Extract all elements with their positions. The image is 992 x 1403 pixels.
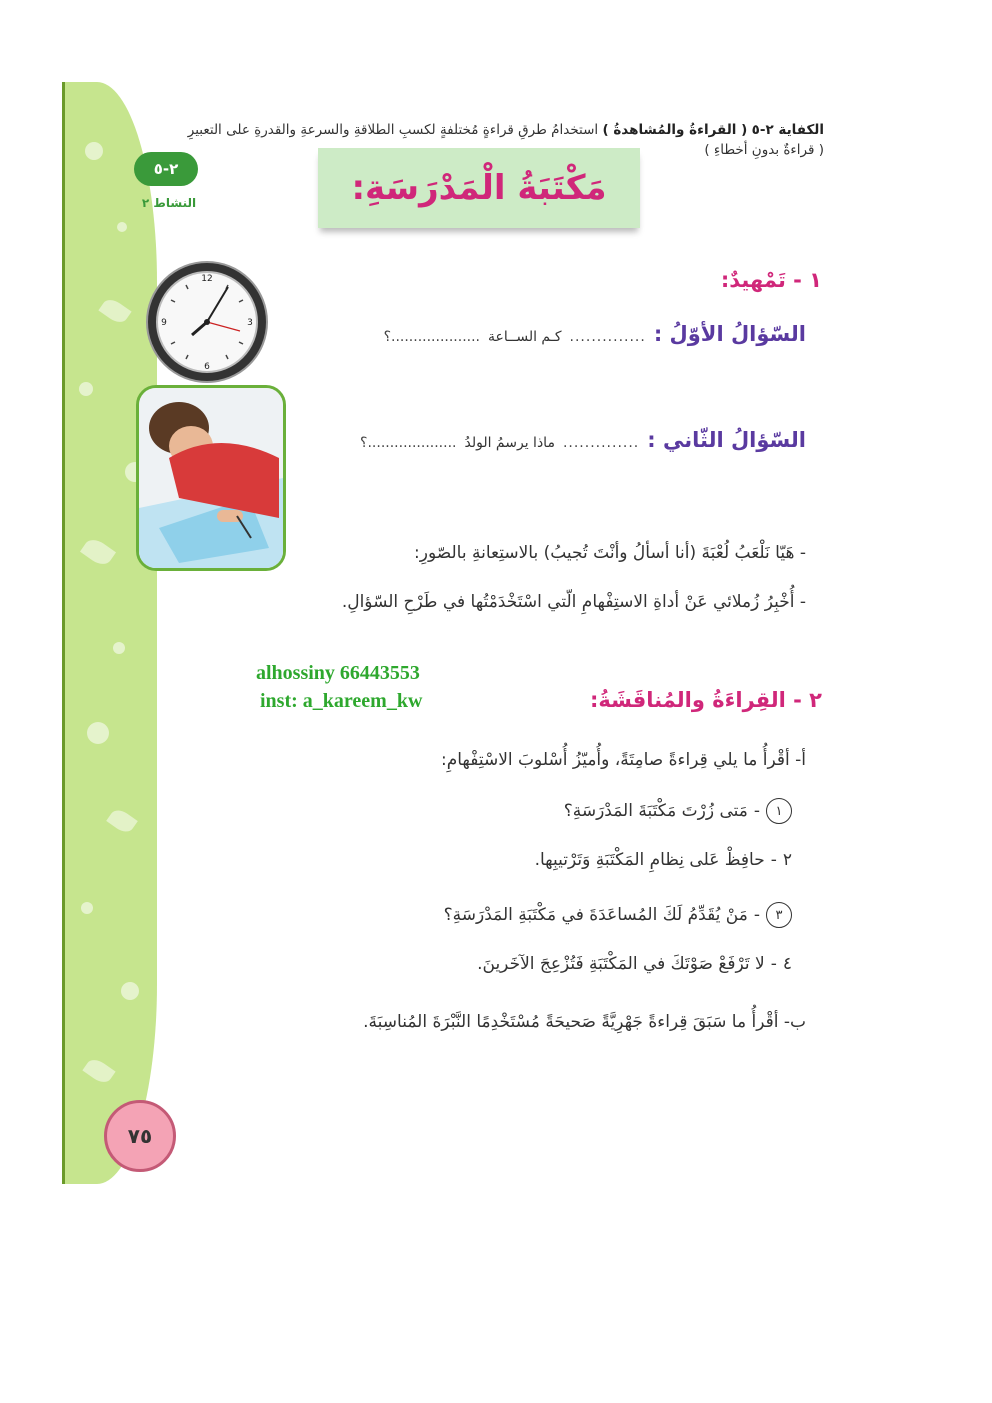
- part-b-instruction: ب- أقْرأُ ما سَبَقَ قِراءةً جَهْرِيَّةً صَحيحَةً مُسْتَخْدِمًا النَّبْرَةَ المُناسِبَةَ.: [363, 1012, 806, 1032]
- svg-text:9: 9: [161, 318, 167, 328]
- svg-text:12: 12: [201, 274, 213, 284]
- activity-label: النشاط ٢: [141, 196, 197, 210]
- instruction-line-2: - أُخْبِرُ زُملائي عَنْ أداةِ الاستِفْهامِ الّتي اسْتَخْدَمْتُها في طَرْحِ السّؤالِ.: [341, 592, 806, 612]
- item-number: ٤: [782, 954, 792, 974]
- svg-text:3: 3: [247, 318, 253, 328]
- lesson-title: مَكْتَبَةُ الْمَدْرَسَةِ:: [351, 168, 607, 208]
- question-1-dots-right: ....................؟: [383, 329, 480, 345]
- boy-drawing-photo: [136, 385, 286, 571]
- activity-badge: ٢-٥: [134, 152, 198, 186]
- instruction-line-1: - هَيّا نَلْعَبُ لُعْبَةَ (أنا أسألُ وأنْتَ تُجيبُ) بالاستِعانةِ بالصّورِ:: [414, 543, 806, 563]
- competency-lead: الكفاية ٢-٥: [751, 122, 824, 138]
- decorative-sidebar: [62, 82, 157, 1184]
- competency-line2: ( قراءةٌ بدونِ أخطاءِ ): [704, 142, 824, 158]
- competency-bold: ( القراءةُ والمُشاهدةُ ): [602, 122, 748, 138]
- svg-text:6: 6: [204, 362, 210, 372]
- competency-text: استخدامُ طرقِ قراءةٍ مُختلفةٍ لكسبِ الطلاقةِ والسرعةِ والقدرةِ على التعبيرِ: [187, 122, 599, 138]
- list-item: ١ - مَتى زُرْتَ مَكْتَبَةَ المَدْرَسَةِ؟: [564, 798, 792, 824]
- item-number: ١: [766, 798, 792, 824]
- list-item: ٤ - لا تَرْفَعْ صَوْتَكَ في المَكْتَبَةِ فَتُزْعِجَ الآخَرينَ.: [477, 954, 792, 974]
- watermark-line-2: inst: a_kareem_kw: [260, 690, 423, 712]
- part-a-instruction: أ- أقْرأُ ما يلي قِراءةً صامِتَةً، وأُميّزُ أُسْلوبَ الاسْتِفْهامِ:: [440, 750, 806, 770]
- list-item: ٢ - حافِظْ عَلى نِظامِ المَكْتَبَةِ وَتَرْتيبِها.: [534, 850, 792, 870]
- lesson-title-box: [318, 148, 640, 228]
- question-1-dots-left: ..............: [569, 329, 646, 345]
- page-number: ٧٥: [104, 1100, 176, 1172]
- item-text: لا تَرْفَعْ صَوْتَكَ في المَكْتَبَةِ فَتُزْعِجَ الآخَرينَ.: [477, 954, 765, 974]
- question-2-dots-left: ..............: [562, 435, 640, 451]
- item-text: مَنْ يُقَدِّمُ لَكَ المُساعَدَةَ في مَكْتَبَةِ المَدْرَسَةِ؟: [443, 905, 748, 925]
- question-2-dots-right: ....................؟: [360, 435, 457, 451]
- question-2-text: ماذا يرسمُ الولدُ: [464, 435, 555, 451]
- question-1-label: السّؤالُ الأوّلُ :: [653, 322, 806, 346]
- item-text: حافِظْ عَلى نِظامِ المَكْتَبَةِ وَتَرْتيبِها.: [534, 850, 765, 870]
- list-item: ٣ - مَنْ يُقَدِّمُ لَكَ المُساعَدَةَ في مَكْتَبَةِ المَدْرَسَةِ؟: [444, 902, 792, 928]
- watermark-line-1: alhossiny 66443553: [256, 662, 420, 684]
- clock-icon: [146, 261, 268, 383]
- item-number: ٢: [782, 850, 792, 870]
- section2-heading: ٢ - القِراءَةُ والمُناقَشَةُ:: [590, 688, 822, 712]
- item-number: ٣: [766, 902, 792, 928]
- question-2: [360, 428, 806, 452]
- question-2-label: السّؤالُ الثّاني :: [647, 428, 806, 452]
- question-1-text: كـم الســاعة: [488, 329, 562, 345]
- section1-heading: ١ - تَمْهيدٌ:: [720, 268, 822, 292]
- item-text: مَتى زُرْتَ مَكْتَبَةَ المَدْرَسَةِ؟: [563, 801, 748, 821]
- question-1: [384, 322, 806, 346]
